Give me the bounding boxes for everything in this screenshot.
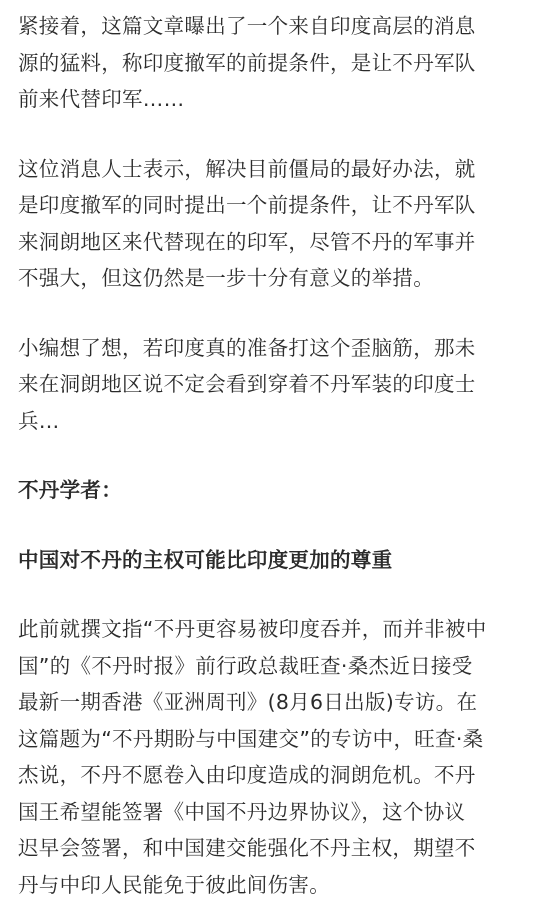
paragraph-gap [18, 509, 538, 542]
paragraph-1: 紧接着，这篇文章曝出了一个来自印度高层的消息 源的猛料，称印度撤军的前提条件，是让不丹军队 前来代替印军…… [18, 14, 476, 111]
paragraph-gap [18, 297, 538, 330]
paragraph-2: 这位消息人士表示，解决目前僵局的最好办法，就 是印度撤军的同时提出一个前提条件，让不丹军队 来洞朗地区来代替现在的印军，尽管不丹的军事并 不强大，但这仍然是一步十分有意义的举措。 [18, 156, 476, 290]
article-body [18, 8, 538, 903]
paragraph-4: 此前就撰文指“不丹更容易被印度吞并，而并非被中 国”的《不丹时报》前行政总裁旺查·桑杰近日接受 最新一期香港《亚洲周刊》(8月6日出版)专访。在 这篇题为“不丹期盼与中国建交”的专访中，旺查·桑 杰说，不丹不愿卷入由印度造成的洞朗危机。不丹 国王希望能签署《中国不丹边界协议》，这个协议 迟早会签署，和中国建交能强化不丹主权，期望不 丹与中印人民能免于彼此间伤害。 [18, 617, 487, 897]
section-heading-sovereignty: 中国对不丹的主权可能比印度更加的尊重 [18, 547, 393, 572]
paragraph-gap [18, 578, 538, 611]
paragraph-gap [18, 439, 538, 472]
paragraph-3: 小编想了想，若印度真的准备打这个歪脑筋，那未 来在洞朗地区说不定会看到穿着不丹军装的印度士 兵… [18, 335, 476, 433]
section-heading-scholar: 不丹学者： [18, 478, 122, 502]
paragraph-gap [18, 118, 538, 151]
